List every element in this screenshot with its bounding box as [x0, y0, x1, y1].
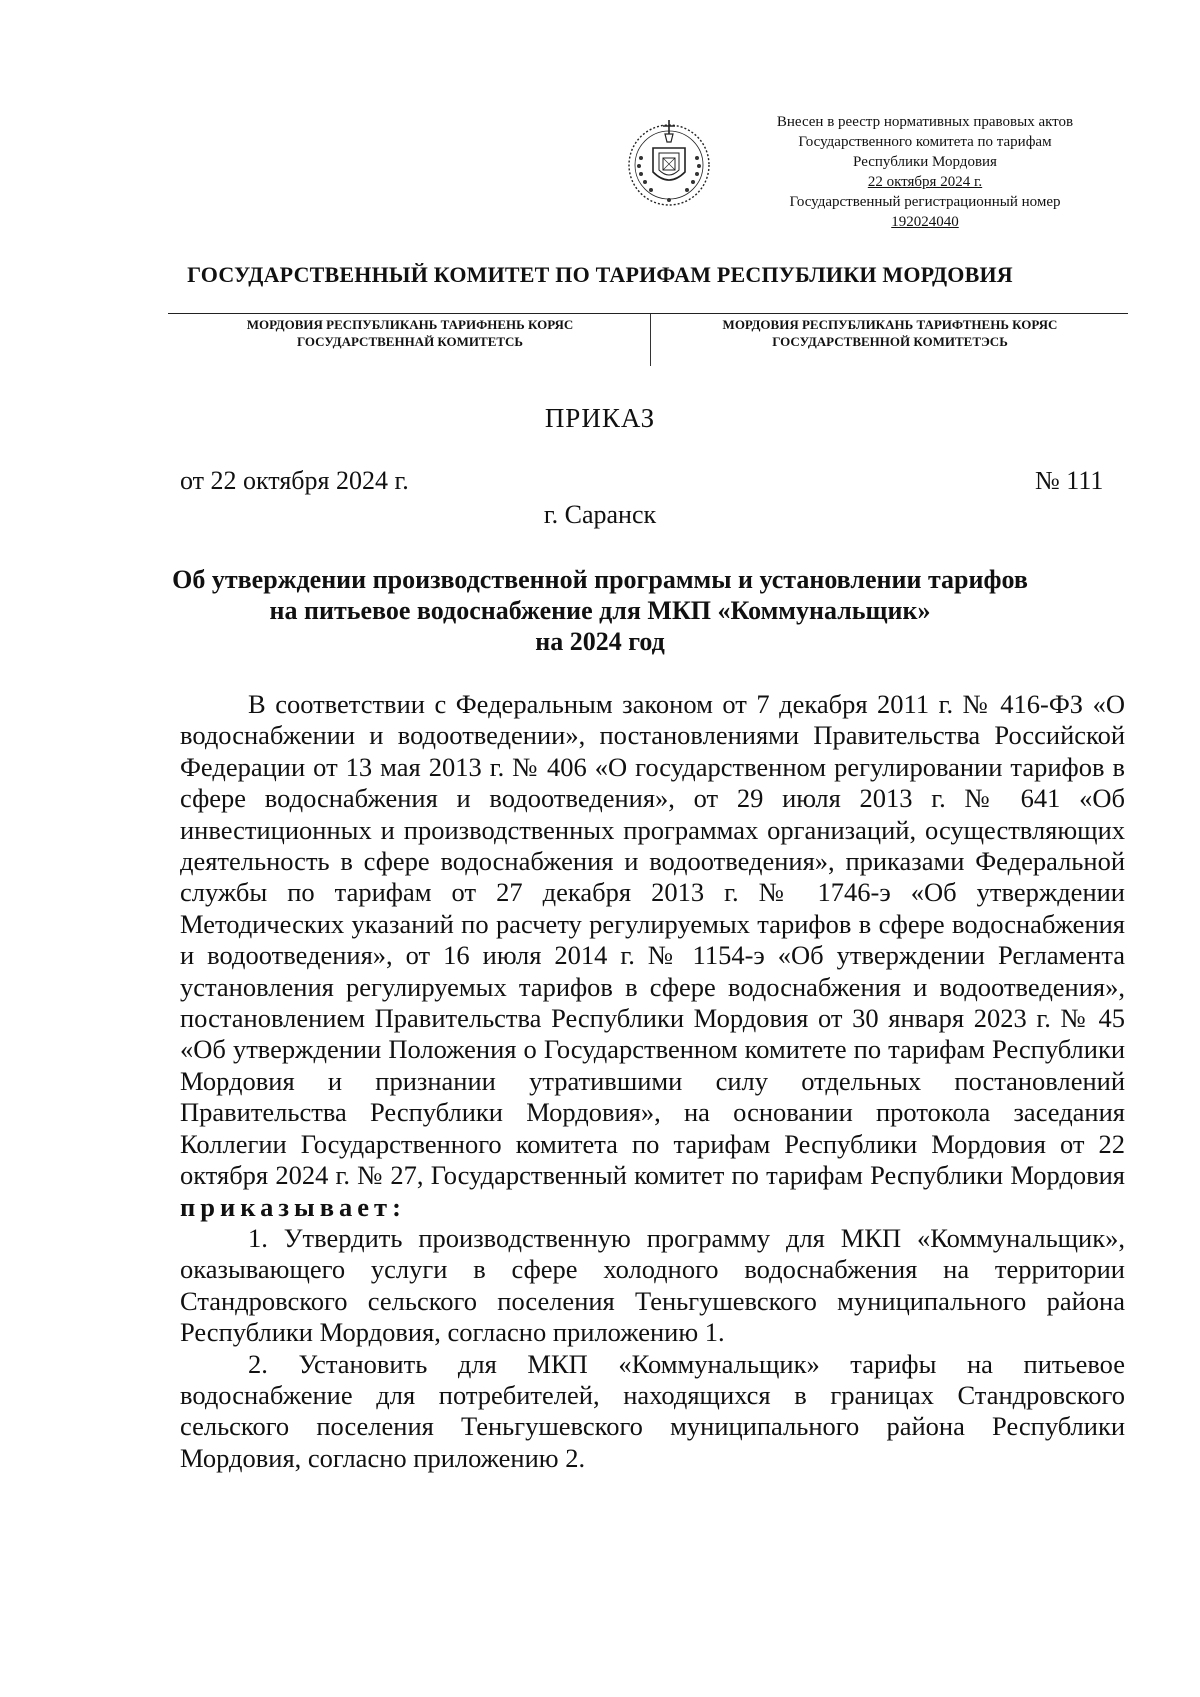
header-column-divider — [650, 314, 651, 366]
preamble-text: В соответствии с Федеральным законом от 7 декабря 2011 г. № 416-ФЗ «О водоснабжении и водоотведении», постановлениями Правительства Российской Федерации от 13 мая 2013 г. № 406 «О государственном регулировании тарифов в сфере водоснабжения и водоотведения», от 29 июля 2013 г. № 641 «Об инвестиционных и производственных программах организаций, осуществляющих деятельность в сфере водоснабжения и водоотведения», приказами Федеральной службы по тарифам от 27 декабря 2013 г. № 1746-э «Об утверждении Методических указаний по расчету регулируемых тарифов в сфере водоснабжения и водоотведения», от 16 июля 2014 г. № 1154-э «Об утверждении Регламента установления регулируемых тарифов в сфере водоснабжения и водоотведения», постановлением Правительства Республики Мордовия от 30 января 2023 г. № 45 «Об утверждении Положения о Государственном комитете по тарифам Республики Мордовия и признании утратившими силу отдельных постановлений Правительства Республики Мордовия», на основании протокола заседания Коллегии Государственного комитета по тарифам Республики Мордовия от 22 октября 2024 г. № 27, Государственный комитет по тарифам Республики Мордовия — [180, 689, 1125, 1191]
order-number: № 111 — [1035, 466, 1104, 495]
preamble-paragraph — [180, 689, 1125, 1223]
moksha-line: МОРДОВИЯ РЕСПУБЛИКАНЬ ТАРИФНЕНЬ КОРЯС — [246, 317, 574, 332]
orders-word: приказывает: — [180, 1191, 406, 1222]
erzya-line: ГОСУДАРСТВЕННОЙ КОМИТЕТЭСЬ — [772, 334, 1008, 349]
registry-date: 22 октября 2024 г. — [867, 174, 983, 190]
order-subject — [150, 564, 1050, 657]
item-1: 1. Утвердить производственную программу для МКП «Коммунальщик», оказывающего услуги в сфере холодного водоснабжения на территории Стандровского сельского поселения Теньгушевского муниципального района Республики Мордовия, согласно приложению 1. — [180, 1222, 1125, 1348]
erzya-line: МОРДОВИЯ РЕСПУБЛИКАНЬ ТАРИФТНЕНЬ КОРЯС — [722, 317, 1058, 332]
registry-line: Государственный регистрационный номер — [789, 194, 1061, 210]
order-title: ПРИКАЗ — [544, 403, 656, 433]
header-divider — [168, 313, 1128, 314]
registry-line: Внесен в реестр нормативных правовых актов — [776, 114, 1074, 130]
committee-title: ГОСУДАРСТВЕННЫЙ КОМИТЕТ ПО ТАРИФАМ РЕСПУБЛИКИ МОРДОВИЯ — [187, 262, 1013, 287]
order-city: г. Саранск — [543, 500, 657, 529]
committee-name-moksha — [180, 316, 640, 350]
registry-line: Республики Мордовия — [853, 154, 997, 170]
moksha-line: ГОСУДАРСТВЕННАЙ КОМИТЕТСЬ — [296, 334, 524, 349]
subject-line: Об утверждении производственной программы и установлении тарифов — [172, 565, 1028, 594]
registry-line: Государственного комитета по тарифам — [798, 134, 1052, 150]
order-date: от 22 октября 2024 г. — [180, 466, 409, 495]
subject-line: на питьевое водоснабжение для МКП «Коммунальщик» — [269, 596, 931, 625]
coat-of-arms-emblem — [619, 110, 719, 210]
committee-name-erzya — [660, 316, 1120, 350]
registry-note — [735, 112, 1115, 232]
registry-number: 192024040 — [891, 214, 959, 230]
subject-line: на 2024 год — [535, 627, 665, 656]
order-body — [180, 689, 1125, 1474]
item-2: 2. Установить для МКП «Коммунальщик» тарифы на питьевое водоснабжение для потребителей, находящихся в границах Стандровского сельского поселения Теньгушевского муниципального района Республики Мордовия, согласно приложению 2. — [180, 1348, 1125, 1473]
